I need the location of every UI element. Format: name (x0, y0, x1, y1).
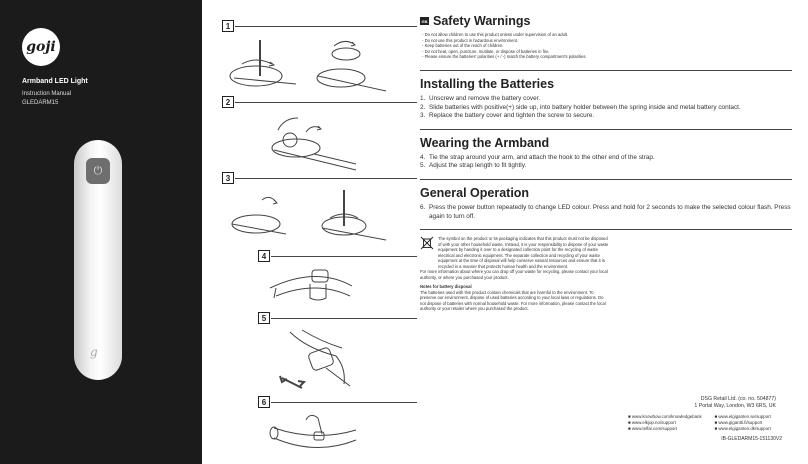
support-links (628, 414, 793, 431)
support-link[interactable]: ■ www.telfal.com/support (628, 425, 678, 431)
divider (420, 129, 792, 130)
step-number: 5 (258, 312, 270, 324)
step-number: 6 (258, 396, 270, 408)
crossed-bin-icon (420, 236, 434, 250)
company-info (694, 396, 776, 410)
support-link[interactable]: ■ www.knowhow.com/knowledgebank (628, 414, 702, 419)
divider (235, 178, 417, 179)
installing-title: Installing the Batteries (420, 76, 555, 91)
manual-label: Instruction Manual (22, 91, 72, 97)
step-number: 2 (222, 96, 234, 108)
weee-more-info: For more information about where you can drop off your waste for recycling, please contact your local authority, or where you purchased your product. (420, 269, 608, 280)
adjust-strap-illustration (226, 328, 401, 398)
wearing-title: Wearing the Armband (420, 135, 550, 150)
support-link[interactable]: ■ www.gigantti.fi/support (714, 419, 763, 425)
company-name: DSG Retail Ltd. (co. no. 504877) (700, 396, 776, 402)
weee-notice (420, 236, 792, 269)
power-icon: ⏻ (86, 158, 110, 184)
divider (235, 26, 417, 27)
general-steps (420, 204, 792, 221)
divider (271, 402, 417, 403)
general-title: General Operation (420, 185, 530, 200)
diagram-step-5 (222, 312, 392, 398)
list-item: 4. Tie the strap around your arm, and attach the hook to the other end of the strap. (420, 153, 655, 161)
press-power-button-illustration (226, 412, 401, 462)
list-item: - Please ensure the batteries' polarities (+ / -) match the battery compartment's polarities. (422, 54, 587, 60)
strap-armband-illustration (226, 266, 401, 316)
installing-steps (420, 95, 792, 121)
divider (271, 318, 417, 319)
support-link[interactable]: ■ www.elgiganten.se/support (714, 414, 771, 419)
list-item: - Do not heat, open, puncture, mutilate, or dispose of batteries in fire. (422, 48, 550, 54)
list-item: 2. Slide batteries with positive(+) side up, into battery holder between the spring inside and metal battery contact. (420, 103, 741, 111)
safety-title: Safety Warnings (433, 14, 531, 28)
diagram-step-2 (222, 96, 392, 182)
insert-battery-illustration (226, 112, 401, 174)
wearing-steps (420, 154, 792, 171)
cover-panel (0, 0, 202, 464)
step-number: 4 (258, 250, 270, 262)
product-code: GLEDARM15 (22, 100, 59, 106)
divider (235, 102, 417, 103)
diagram-step-3 (222, 172, 392, 258)
divider (420, 70, 792, 71)
step-number: 1 (222, 20, 234, 32)
divider (271, 256, 417, 257)
list-item: 5. Adjust the strap length to fit tightly. (420, 162, 527, 170)
battery-disposal-text: The batteries used with this product contain chemicals that are harmful to the environment. To preserve our environment, dispose of used batteries according to your local laws or regulations. Do not dispose of batteries with normal household waste. For more information, please contact the local authority or your retailer where you purchased the product. (420, 289, 606, 312)
divider (420, 229, 792, 230)
product-name: Armband LED Light (22, 78, 88, 85)
armband-illustration (74, 140, 122, 380)
list-item: - Keep batteries out of the reach of children. (422, 43, 504, 49)
document-code: IB-GLEDARM15-151130V2 (721, 436, 782, 442)
divider (420, 179, 792, 180)
diagram-step-1 (222, 20, 392, 106)
support-link[interactable]: ■ www.elkjop.no/support (628, 419, 676, 425)
unscrew-cover-illustration (226, 36, 401, 98)
brand-logo: goji (22, 28, 60, 66)
replace-cover-illustration (226, 188, 401, 250)
step-number: 3 (222, 172, 234, 184)
diagram-step-6 (222, 396, 392, 464)
safety-list (422, 32, 792, 60)
battery-disposal-title: Notes for battery disposal (420, 284, 472, 290)
armband-logo: g (90, 345, 98, 359)
list-item: 1. Unscrew and remove the battery cover. (420, 94, 541, 102)
instructions-column (420, 14, 792, 312)
weee-text: The symbol on the product or its packaging indicates that this product must not be disposed of with your other household waste. Instead, it is your responsibility to dispose of your waste equipment by handing it over to a designated collection point for the recycling of waste electrical and electronic equipment. The separate collection and recycling of your waste equipment at the time of disposal will help conserve natural resources and ensure that it is recycled in a manner that protects human health and the environment. (438, 236, 609, 269)
list-item: - Do not allow children to use this product unless under supervision of an adult. (422, 32, 569, 37)
support-link[interactable]: ■ www.elgiganten.dk/support (714, 425, 771, 431)
list-item: 3. Replace the battery cover and tighten the screw to secure. (420, 112, 595, 120)
gb-flag-icon: GB (421, 18, 428, 24)
company-address: 1 Portal Way, London, W3 6RS, UK (694, 403, 776, 409)
safety-header (420, 14, 792, 28)
list-item: - Do not use this product in hazardous environment. (422, 37, 519, 43)
list-item: 6. Press the power button repeatedly to change LED colour. Press and hold for 2 seconds to make the selected colour flash. Press again to turn off. (420, 203, 791, 220)
